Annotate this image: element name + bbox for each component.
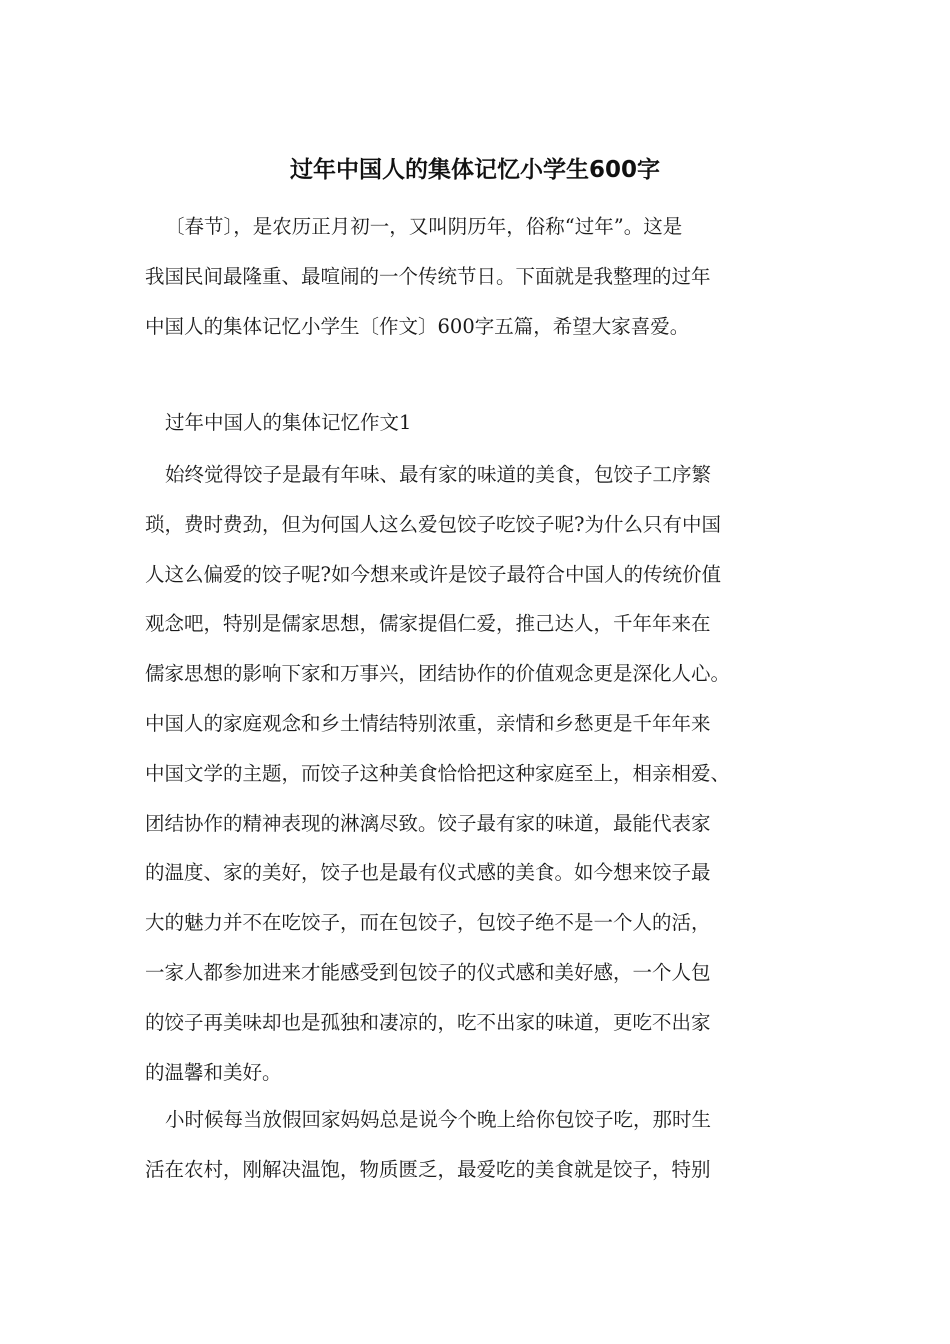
document-title: 过年中国人的集体记忆小学生600字 bbox=[289, 157, 660, 183]
text-line: 人这么偏爱的饺子呢?如今想来或许是饺子最符合中国人的传统价值 bbox=[145, 562, 721, 586]
text-line: 的温度、家的美好，饺子也是最有仪式感的美食。如今想来饺子最 bbox=[145, 861, 711, 885]
text-line: 〔春节〕，是农历正月初一，又叫阴历年，俗称“过年”。这是 bbox=[165, 215, 683, 238]
text-line: 琐，费时费劲，但为何国人这么爱包饺子吃饺子呢?为什么只有中国 bbox=[145, 512, 721, 536]
text-line: 中国文学的主题，而饺子这种美食恰恰把这种家庭至上，相亲相爱、 bbox=[145, 761, 731, 785]
text-line: 我国民间最隆重、最喧闹的一个传统节日。下面就是我整理的过年 bbox=[145, 264, 711, 288]
intro-paragraph bbox=[145, 202, 825, 351]
text-line: 观念吧，特别是儒家思想，儒家提倡仁爱，推己达人，千年年来在 bbox=[145, 612, 711, 636]
text-line: 小时候每当放假回家妈妈总是说今个晚上给你包饺子吃，那时生 bbox=[165, 1108, 712, 1131]
text-line: 活在农村，刚解决温饱，物质匮乏，最爱吃的美食就是饺子，特别 bbox=[145, 1157, 711, 1181]
text-line: 团结协作的精神表现的淋漓尽致。饺子最有家的味道，最能代表家 bbox=[145, 811, 711, 835]
section-heading-block bbox=[145, 398, 825, 448]
section-heading: 过年中国人的集体记忆作文1 bbox=[165, 411, 412, 434]
text-line: 始终觉得饺子是最有年味、最有家的味道的美食，包饺子工序繁 bbox=[165, 463, 712, 486]
text-line: 中国人的家庭观念和乡土情结特别浓重，亲情和乡愁更是千年年来 bbox=[145, 711, 711, 735]
text-line: 的温馨和美好。 bbox=[145, 1060, 282, 1084]
text-line: 儒家思想的影响下家和万事兴，团结协作的价值观念更是深化人心。 bbox=[145, 662, 731, 686]
body-paragraph-1 bbox=[145, 450, 825, 1097]
body-paragraph-2 bbox=[145, 1095, 825, 1195]
text-line: 一家人都参加进来才能感受到包饺子的仪式感和美好感，一个人包 bbox=[145, 960, 711, 984]
text-line: 大的魅力并不在吃饺子，而在包饺子，包饺子绝不是一个人的活， bbox=[145, 911, 711, 935]
text-line: 的饺子再美味却也是孤独和凄凉的，吃不出家的味道，更吃不出家 bbox=[145, 1010, 711, 1034]
text-line: 中国人的集体记忆小学生〔作文〕600字五篇，希望大家喜爱。 bbox=[145, 314, 690, 338]
